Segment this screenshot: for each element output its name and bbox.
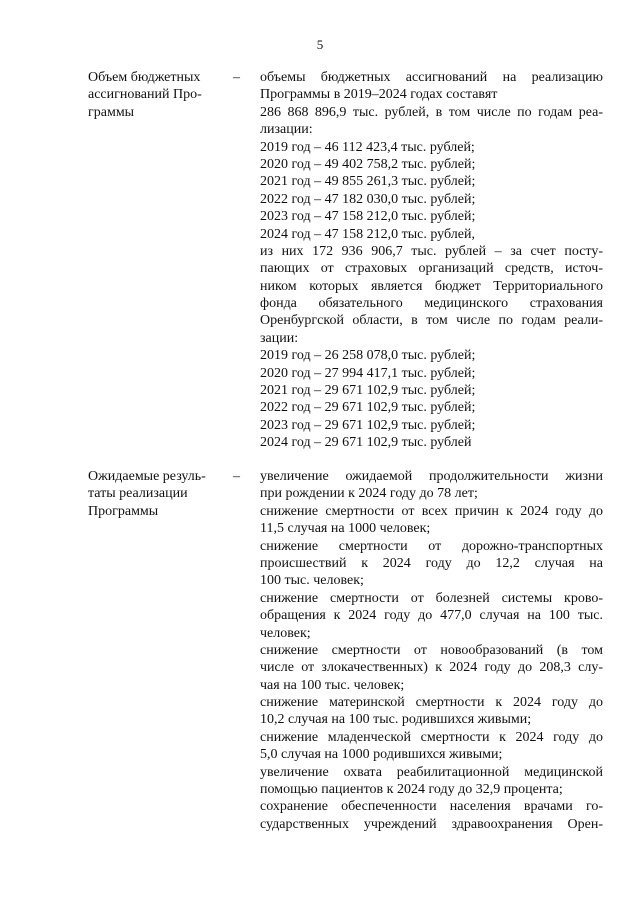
text-line: пающих от страховых организаций средств, источ- [260,261,603,277]
text-line: 2022 год – 29 671 102,9 тыс. рублей; [260,400,476,416]
text-line: 2024 год – 47 158 212,0 тыс. рублей, [260,226,475,242]
text-line: обращения к 2024 году до 477,0 случая на 100 тыс. [260,608,603,624]
text-line: 2021 год – 29 671 102,9 тыс. рублей; [260,383,476,399]
text-line: человек; [260,625,311,641]
text-line: 2021 год – 49 855 261,3 тыс. рублей; [260,174,476,190]
text-line: снижение смертности от всех причин к 2024 году до [260,503,603,519]
text-line: увеличение охвата реабилитационной медицинской [260,764,603,780]
text-line: ником которых является бюджет Территориального [260,278,603,294]
text-line: снижение смертности от болезней системы крово- [260,590,603,606]
text-line: 2023 год – 47 158 212,0 тыс. рублей; [260,209,476,225]
text-line: при рождении к 2024 году до 78 лет; [260,486,478,502]
text-line: 2023 год – 29 671 102,9 тыс. рублей; [260,417,476,433]
budget-label-line: ассигнований Про- [88,87,202,103]
budget-label-line: Объем бюджетных [88,70,201,85]
text-line: 2022 год – 47 182 030,0 тыс. рублей; [260,191,476,207]
text-line: зации: [260,330,299,346]
text-line: увеличение ожидаемой продолжительности жизни [260,469,603,484]
text-line: снижение смертности от дорожно-транспортных [260,538,603,554]
text-line: 2020 год – 27 994 417,1 тыс. рублей; [260,365,476,381]
text-line: фонда обязательного медицинского страхования [260,296,603,312]
text-line: 11,5 случая на 1000 человек; [260,521,431,537]
text-line: 286 868 896,9 тыс. рублей, в том числе по годам реа- [260,104,603,120]
text-line: 100 тыс. человек; [260,573,364,589]
text-line: чая на 100 тыс. человек; [260,677,405,693]
text-line: сохранение обеспеченности населения врачами го- [260,799,603,815]
text-line: Оренбургской области, в том числе по годам реали- [260,313,603,329]
text-line: помощью пациентов к 2024 году до 32,9 процента; [260,782,563,798]
text-line: числе от злокачественных) к 2024 году до 208,3 слу- [260,660,603,676]
text-line: лизации: [260,122,313,138]
text-line: Программы в 2019–2024 годах составят [260,87,498,103]
results-label-line: Программы [88,503,159,519]
text-line: происшествий к 2024 году до 12,2 случая на [260,555,603,571]
text-line: 10,2 случая на 100 тыс. родившихся живыми; [260,712,532,728]
text-line: снижение смертности от новообразований (в том [260,642,603,658]
text-line: 2020 год – 49 402 758,2 тыс. рублей; [260,156,476,172]
text-line: 2019 год – 46 112 423,4 тыс. рублей; [260,139,475,155]
results-content [260,468,603,833]
page-number: 5 [316,37,324,52]
text-line: 5,0 случая на 1000 родившихся живыми; [260,747,503,763]
results-label-line: Ожидаемые резуль- [88,469,206,484]
budget-dash: – [233,70,240,85]
results-label [88,468,228,520]
budget-label-line: граммы [88,104,135,120]
text-line: из них 172 936 906,7 тыс. рублей – за счет посту- [260,243,603,259]
budget-label [88,69,228,121]
budget-content [260,69,603,452]
results-dash: – [233,469,240,484]
text-line: сударственных учреждений здравоохранения Орен- [260,816,603,832]
text-line: снижение младенческой смертности к 2024 году до [260,729,603,745]
text-line: объемы бюджетных ассигнований на реализацию [260,70,603,85]
text-line: снижение материнской смертности к 2024 году до [260,695,603,711]
results-label-line: таты реализации [88,486,188,502]
text-line: 2024 год – 29 671 102,9 тыс. рублей [260,435,472,451]
text-line: 2019 год – 26 258 078,0 тыс. рублей; [260,348,476,364]
